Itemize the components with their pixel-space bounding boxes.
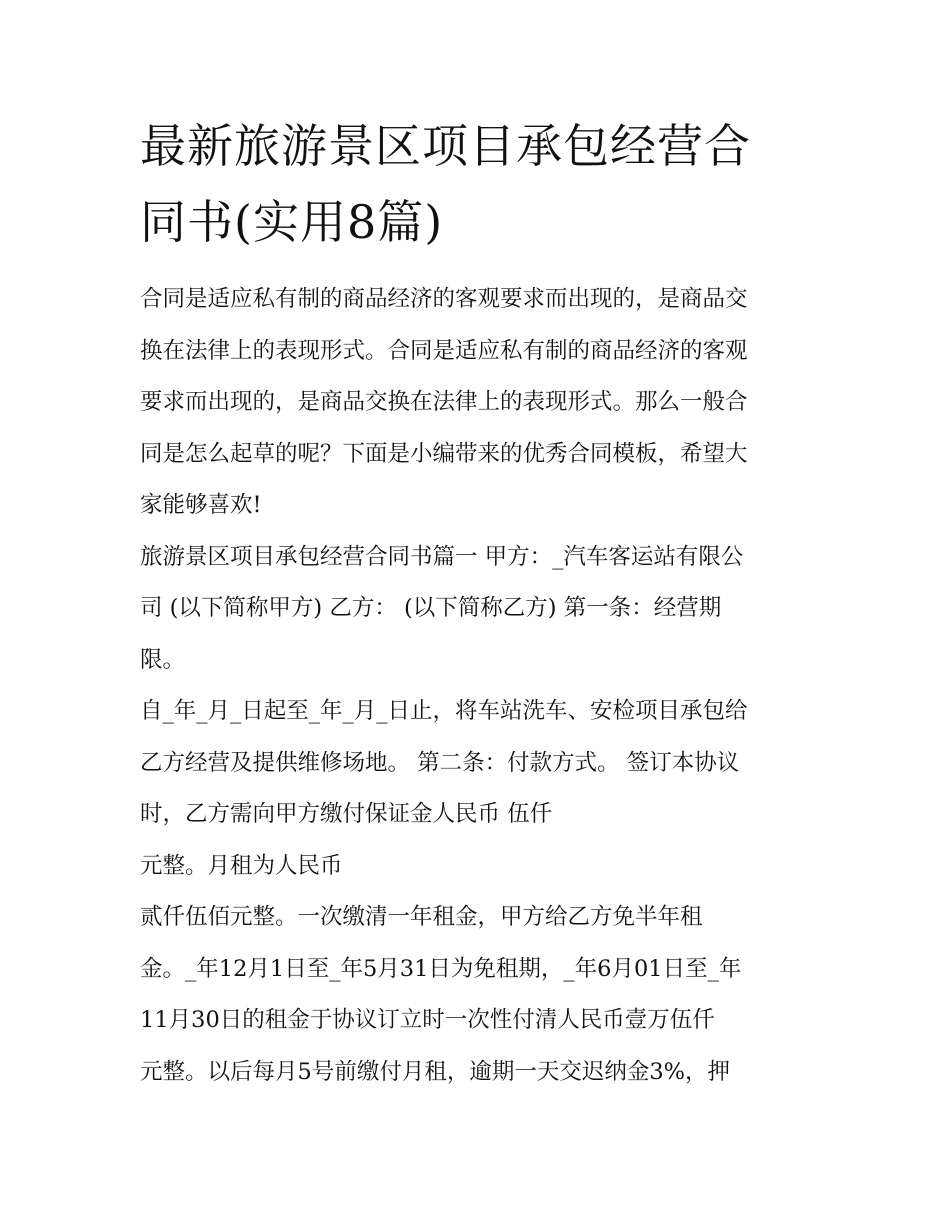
- text-line: 贰仟伍佰元整。一次缴清一年租金，甲方给乙方免半年租: [140, 904, 703, 930]
- text-line: 换在法律上的表现形式。合同是适应私有制的商品经济的客观: [140, 337, 748, 364]
- title-line: 同书(实用8篇): [140, 195, 444, 249]
- payment-terms-paragraph: [140, 892, 820, 1098]
- title-line: 最新旅游景区项目承包经营合: [140, 119, 751, 173]
- intro-paragraph: [140, 274, 820, 532]
- text-line: 司 (以下简称甲方) 乙方： (以下简称乙方) 第一条：经营期: [140, 595, 722, 621]
- monthly-rent-paragraph: [140, 841, 820, 893]
- text-line: 要求而出现的，是商品交换在法律上的表现形式。那么一般合: [140, 389, 748, 415]
- text-line: 旅游景区项目承包经营合同书篇一 甲方：_汽车客运站有限公: [140, 543, 744, 570]
- text-line: 元整。月租为人民币: [140, 852, 343, 879]
- text-line: 乙方经营及提供维修场地。 第二条：付款方式。 签订本协议: [140, 749, 740, 776]
- text-line: 家能够喜欢!: [140, 492, 262, 518]
- contract-term-paragraph: [140, 686, 820, 841]
- text-line: 时，乙方需向甲方缴付保证金人民币 伍仟: [140, 801, 553, 827]
- text-line: 金。_年12月1日至_年5月31日为免租期，_年6月01日至_年: [140, 955, 742, 982]
- text-line: 自_年_月_日起至_年_月_日止，将车站洗车、安检项目承包给: [140, 698, 748, 724]
- text-line: 11月30日的租金于协议订立时一次性付清人民币壹万伍仟: [140, 1007, 715, 1033]
- contract-parties-paragraph: [140, 532, 820, 687]
- text-line: 限。: [140, 646, 186, 673]
- text-line: 同是怎么起草的呢？下面是小编带来的优秀合同模板，希望大: [140, 440, 748, 467]
- text-line: 合同是适应私有制的商品经济的客观要求而出现的，是商品交: [140, 286, 748, 312]
- document-title: [140, 108, 820, 260]
- document-page: [140, 108, 820, 1098]
- text-line: 元整。以后每月5号前缴付月租，逾期一天交迟纳金3%，押: [140, 1058, 731, 1085]
